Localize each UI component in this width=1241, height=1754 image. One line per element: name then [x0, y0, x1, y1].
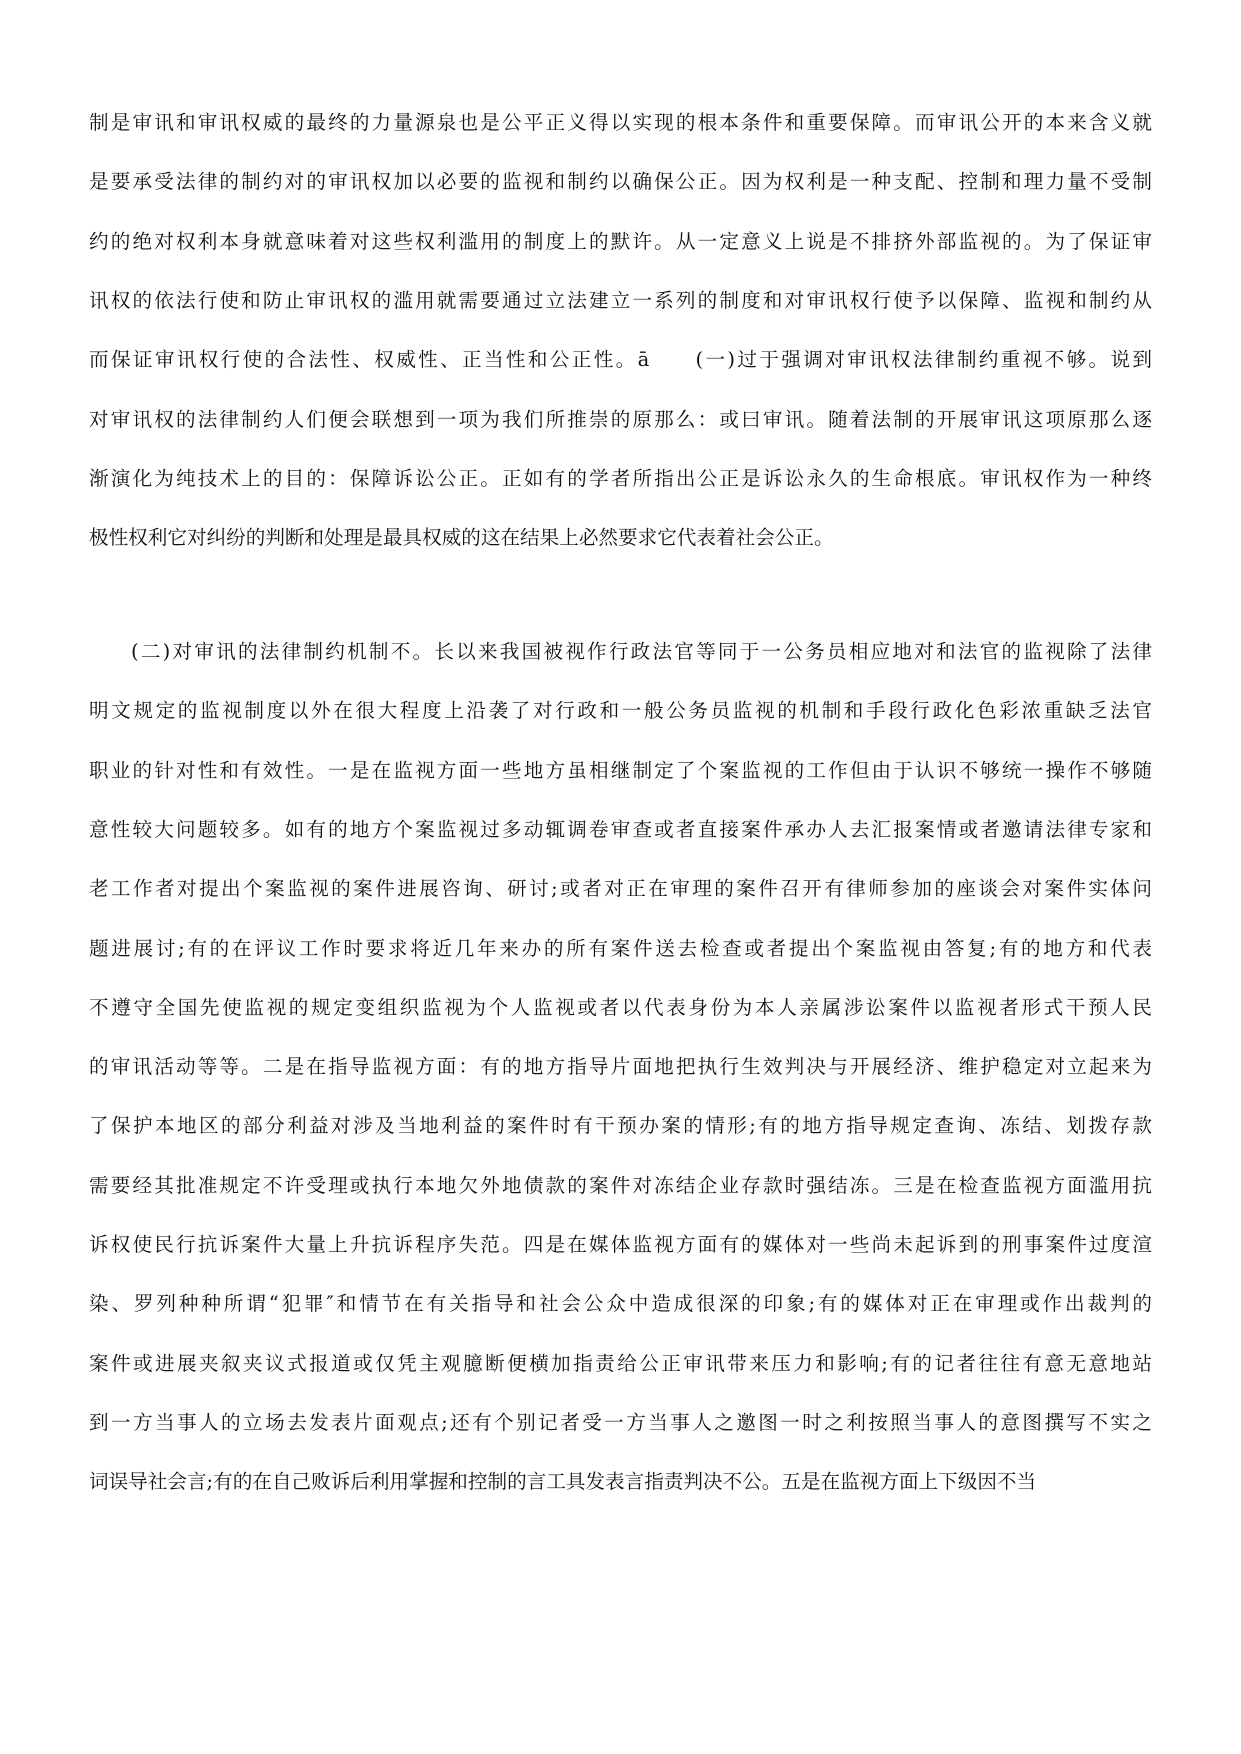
- text-line: 了保护本地区的部分利益对涉及当地利益的案件时有干预办案的情形;有的地方指导规定查询、冻结、划拨存款: [89, 1114, 1152, 1138]
- text-line: (二)对审讯的法律制约机制不。长以来我国被视作行政法官等同于一公务员相应地对和法官的监视除了法律: [131, 640, 1152, 663]
- text-line: 老工作者对提出个案监视的案件进展咨询、研讨;或者对正在审理的案件召开有律师参加的座谈会对案件实体问: [89, 877, 1152, 901]
- text-line: 需要经其批准规定不许受理或执行本地欠外地债款的案件对冻结企业存款时强结冻。三是在检查监视方面滥用抗: [89, 1173, 1152, 1197]
- text-line: 题进展讨;有的在评议工作时要求将近几年来办的所有案件送去检查或者提出个案监视由答复;有的地方和代表: [89, 936, 1152, 960]
- text-line: 是要承受法律的制约对的审讯权加以必要的监视和制约以确保公正。因为权利是一种支配、控制和理力量不受制: [89, 170, 1152, 194]
- text-line: 案件或进展夹叙夹议式报道或仅凭主观臆断便横加指责给公正审讯带来压力和影响;有的记者往往有意无意地站: [89, 1351, 1152, 1375]
- text-line: 职业的针对性和有效性。一是在监视方面一些地方虽相继制定了个案监视的工作但由于认识不够统一操作不够随: [89, 758, 1152, 782]
- text-line: 讯权的依法行使和防止审讯权的滥用就需要通过立法建立一系列的制度和对审讯权行使予以保障、监视和制约从: [89, 288, 1152, 312]
- text-line: 词误导社会言;有的在自己败诉后利用掌握和控制的言工具发表言指责判决不公。五是在监视方面上下级因不当: [89, 1470, 1037, 1494]
- text-line: 的审讯活动等等。二是在指导监视方面：有的地方指导片面地把执行生效判决与开展经济、维护稳定对立起来为: [89, 1055, 1152, 1079]
- text-line: 诉权使民行抗诉案件大量上升抗诉程序失范。四是在媒体监视方面有的媒体对一些尚未起诉到的刑事案件过度渲: [89, 1233, 1152, 1256]
- text-line: 不遵守全国先使监视的规定变组织监视为个人监视或者以代表身份为本人亲属涉讼案件以监视者形式干预人民: [89, 995, 1152, 1019]
- text-line: 极性权利它对纠纷的判断和处理是最具权威的这在结果上必然要求它代表着社会公正。: [89, 526, 834, 550]
- text-line: 而保证审讯权行使的合法性、权威性、正当性和公正性。ā (一)过于强调对审讯权法律制约重视不够。说到: [89, 348, 1152, 372]
- text-line: 制是审讯和审讯权威的最终的力量源泉也是公平正义得以实现的根本条件和重要保障。而审讯公开的本来含义就: [89, 111, 1152, 134]
- text-line: 染、罗列种种所谓“犯罪″和情节在有关指导和社会公众中造成很深的印象;有的媒体对正在审理或作出裁判的: [89, 1292, 1152, 1316]
- text-line: 明文规定的监视制度以外在很大程度上沿袭了对行政和一般公务员监视的机制和手段行政化色彩浓重缺乏法官: [89, 699, 1152, 723]
- text-line: 对审讯权的法律制约人们便会联想到一项为我们所推崇的原那么：或曰审讯。随着法制的开展审讯这项原那么逐: [89, 407, 1152, 431]
- text-line: 约的绝对权利本身就意味着对这些权利滥用的制度上的默许。从一定意义上说是不排挤外部监视的。为了保证审: [89, 229, 1152, 253]
- text-line: 渐演化为纯技术上的目的：保障诉讼公正。正如有的学者所指出公正是诉讼永久的生命根底。审讯权作为一种终: [89, 466, 1152, 490]
- text-line: 意性较大问题较多。如有的地方个案监视过多动辄调卷审查或者直接案件承办人去汇报案情或者邀请法律专家和: [89, 817, 1152, 841]
- text-line: 到一方当事人的立场去发表片面观点;还有个别记者受一方当事人之邀图一时之利按照当事人的意图撰写不实之: [89, 1410, 1152, 1434]
